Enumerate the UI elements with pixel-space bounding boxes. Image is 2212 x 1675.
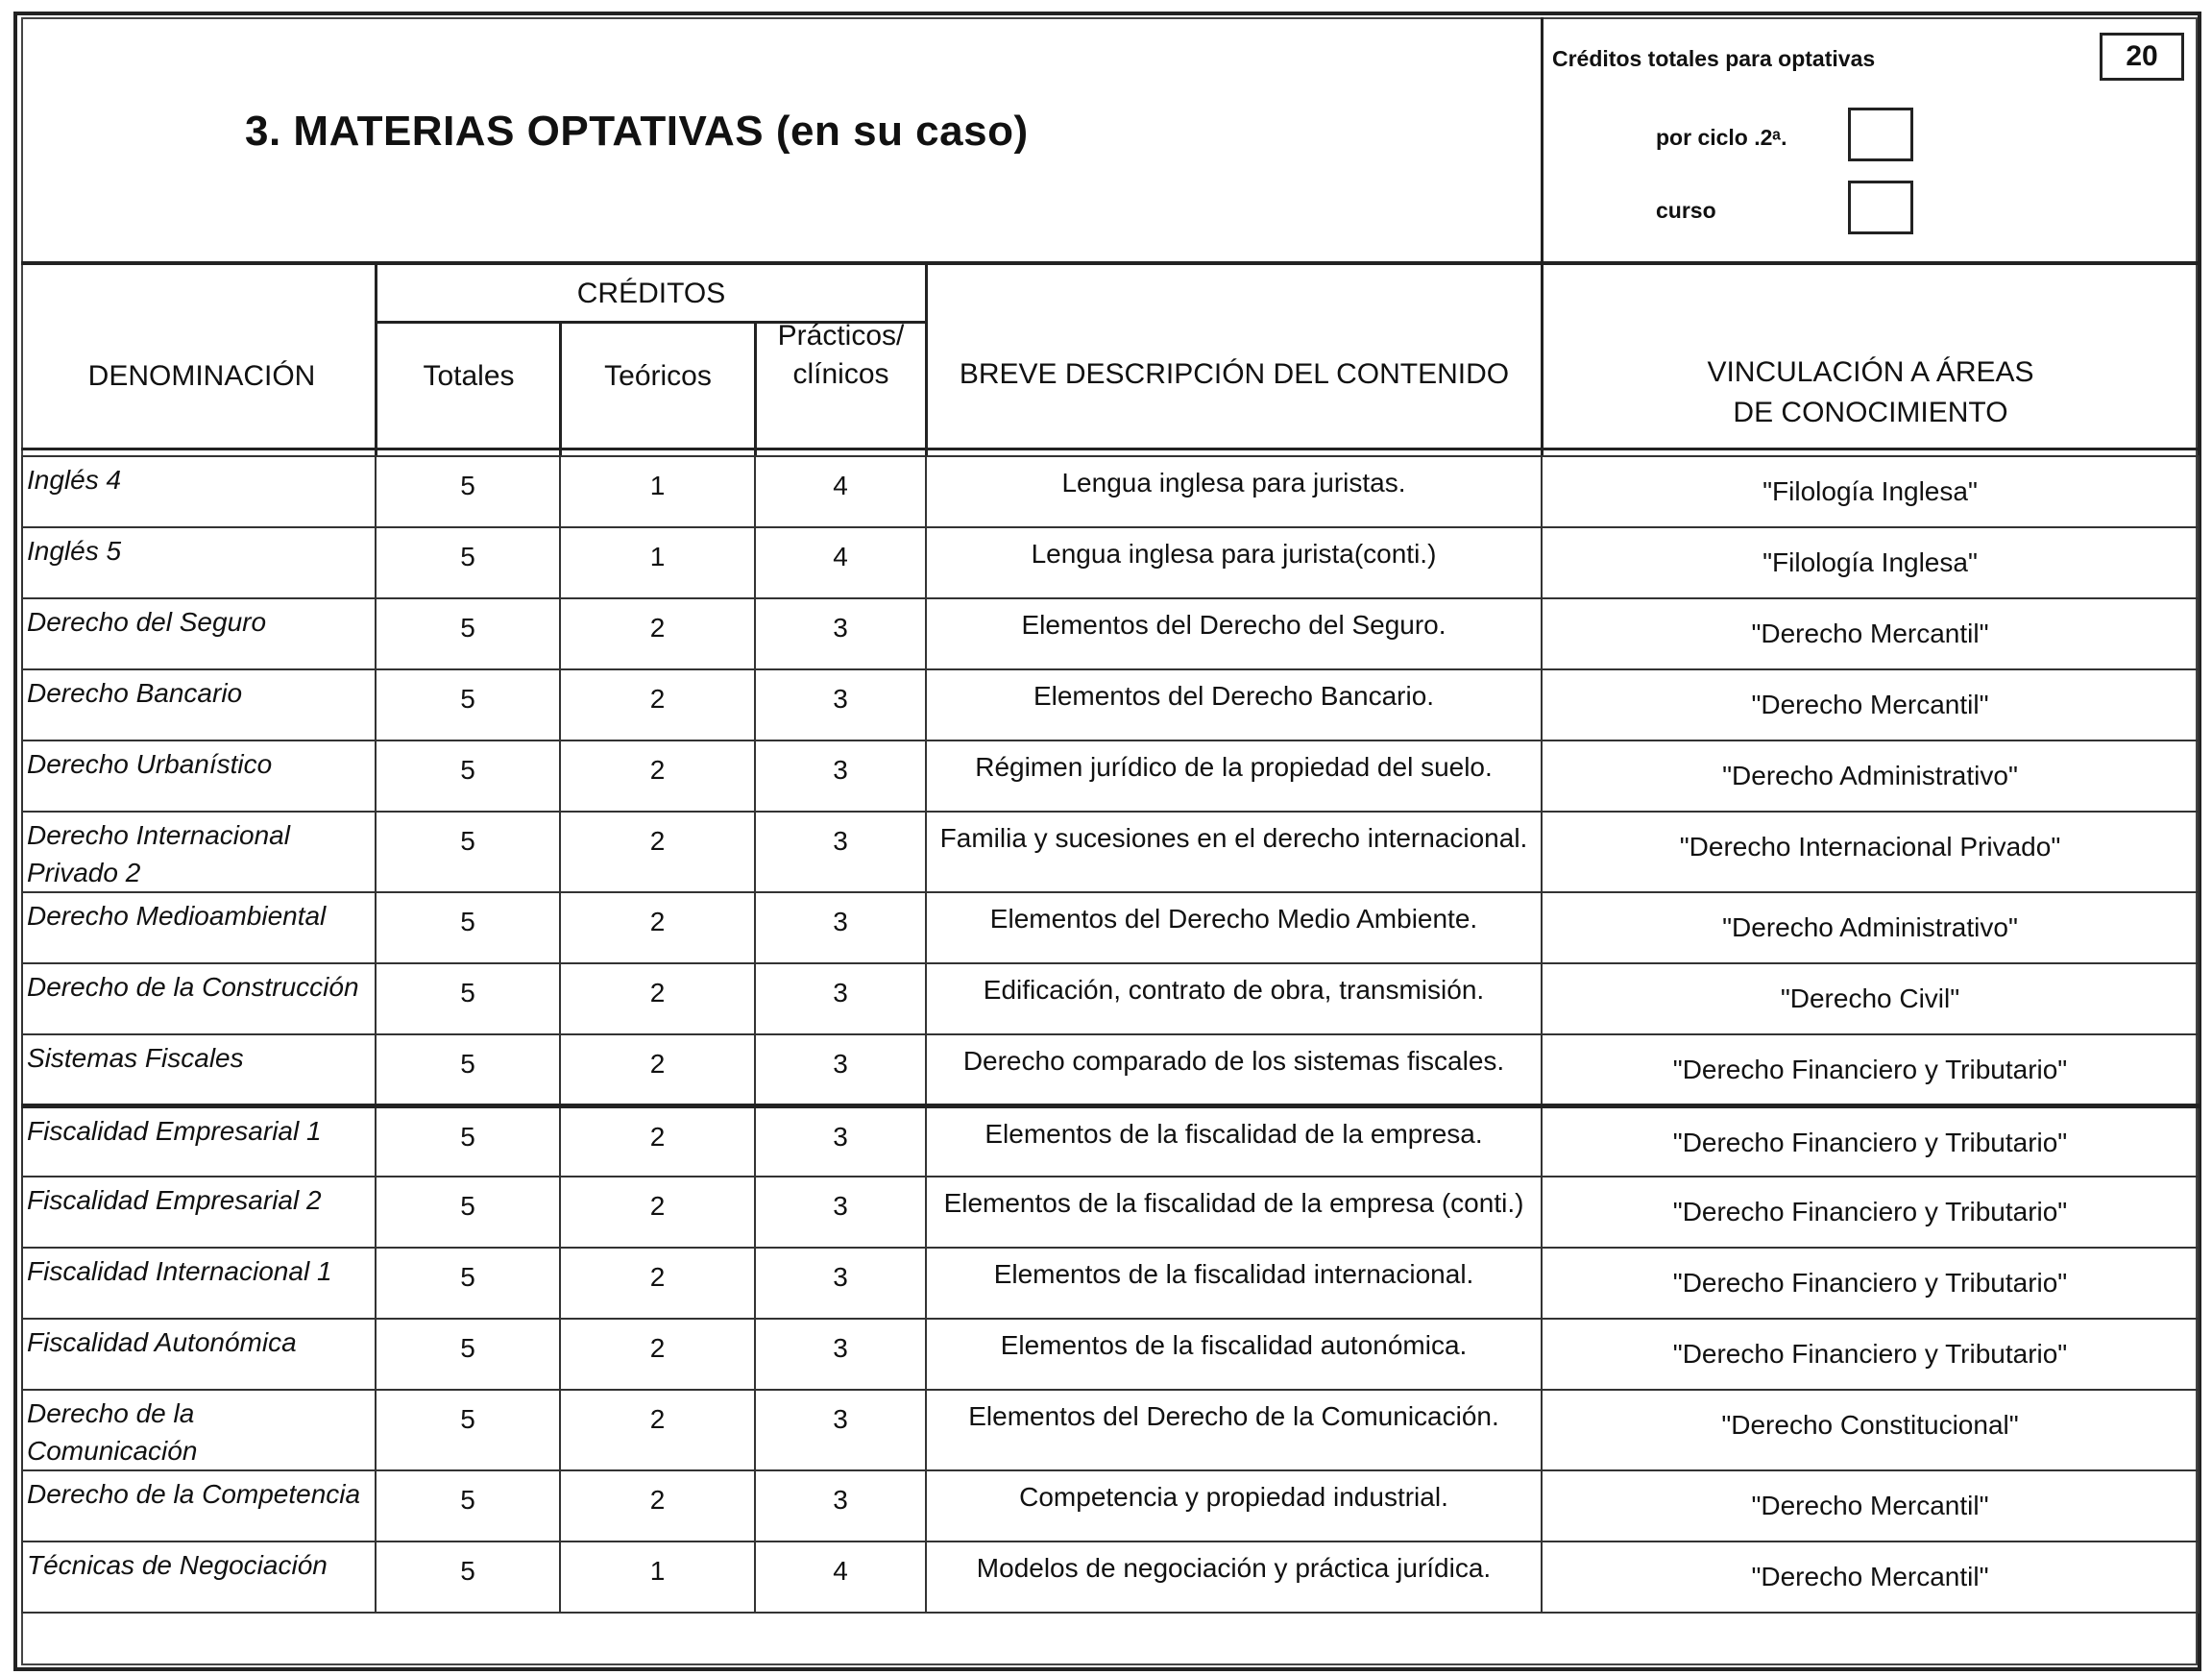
description: Edificación, contrato de obra, transmisión.	[926, 963, 1542, 1034]
creditos-totales: 5	[376, 963, 560, 1034]
area-conocimiento: "Filología Inglesa"	[1542, 527, 2199, 598]
creditos-teoricos: 2	[560, 740, 755, 812]
creditos-practicos: 3	[755, 669, 926, 740]
area-conocimiento: "Derecho Mercantil"	[1542, 669, 2199, 740]
creditos-practicos: 4	[755, 456, 926, 527]
description: Elementos del Derecho del Seguro.	[926, 598, 1542, 669]
area-conocimiento: "Derecho Mercantil"	[1542, 598, 2199, 669]
practicos-header-line2: clínicos	[792, 358, 889, 390]
creditos-teoricos: 2	[560, 669, 755, 740]
area-conocimiento: "Derecho Civil"	[1542, 963, 2199, 1034]
creditos-teoricos: 1	[560, 1541, 755, 1613]
creditos-totales: 5	[376, 1034, 560, 1105]
creditos-teoricos: 2	[560, 1105, 755, 1177]
creditos-teoricos: 2	[560, 812, 755, 892]
creditos-totales: 5	[376, 1105, 560, 1177]
creditos-totales: 5	[376, 598, 560, 669]
creditos-practicos: 3	[755, 1105, 926, 1177]
creditos-practicos: 3	[755, 1470, 926, 1541]
table-row	[22, 1541, 2199, 1613]
area-conocimiento: "Derecho Administrativo"	[1542, 740, 2199, 812]
subject-name: Derecho de la Competencia	[22, 1470, 376, 1541]
description: Derecho comparado de los sistemas fiscales.	[926, 1034, 1542, 1105]
creditos-totales: 5	[376, 1319, 560, 1390]
description: Elementos del Derecho Bancario.	[926, 669, 1542, 740]
area-conocimiento: "Derecho Administrativo"	[1542, 892, 2199, 963]
description: Elementos de la fiscalidad autonómica.	[926, 1319, 1542, 1390]
area-conocimiento: "Derecho Constitucional"	[1542, 1390, 2199, 1470]
creditos-practicos: 3	[755, 1248, 926, 1319]
creditos-totales: 5	[376, 456, 560, 527]
curso-box	[1848, 181, 1913, 234]
subject-name: Derecho Bancario	[22, 669, 376, 740]
table-row	[22, 1319, 2199, 1390]
creditos-teoricos: 2	[560, 598, 755, 669]
table-row	[22, 456, 2199, 527]
table-row	[22, 669, 2199, 740]
denominacion-header: DENOMINACIÓN	[87, 360, 316, 392]
creditos-totales: 5	[376, 1248, 560, 1319]
table-row	[22, 892, 2199, 963]
creditos-totales: 5	[376, 527, 560, 598]
subject-name: Sistemas Fiscales	[22, 1034, 376, 1105]
creditos-group-header: CRÉDITOS	[576, 278, 726, 309]
creditos-teoricos: 2	[560, 1390, 755, 1470]
subject-name: Derecho del Seguro	[22, 598, 376, 669]
creditos-totales: 5	[376, 1390, 560, 1470]
creditos-practicos: 3	[755, 963, 926, 1034]
table-row	[22, 598, 2199, 669]
area-conocimiento: "Derecho Financiero y Tributario"	[1542, 1248, 2199, 1319]
subject-name: Derecho de la Construcción	[22, 963, 376, 1034]
area-conocimiento: "Derecho Mercantil"	[1542, 1541, 2199, 1613]
area-conocimiento: "Derecho Financiero y Tributario"	[1542, 1034, 2199, 1105]
subject-name: Derecho de la Comunicación	[22, 1390, 376, 1470]
subject-name: Inglés 4	[22, 456, 376, 527]
creditos-teoricos: 2	[560, 892, 755, 963]
creditos-practicos: 3	[755, 740, 926, 812]
table-row	[22, 1470, 2199, 1541]
por-ciclo-label: por ciclo .2ᵃ.	[1656, 125, 1787, 150]
table-row	[22, 1105, 2199, 1177]
description: Elementos de la fiscalidad internacional.	[926, 1248, 1542, 1319]
creditos-totales: 5	[376, 812, 560, 892]
area-conocimiento: "Derecho Financiero y Tributario"	[1542, 1177, 2199, 1248]
subject-name: Inglés 5	[22, 527, 376, 598]
vinculacion-header-line2: DE CONOCIMIENTO	[1733, 397, 2008, 428]
creditos-practicos: 3	[755, 1034, 926, 1105]
curso-label: curso	[1656, 198, 1716, 223]
creditos-teoricos: 1	[560, 527, 755, 598]
creditos-totales: 5	[376, 1177, 560, 1248]
header-bottom-line	[21, 448, 2198, 450]
subject-name: Fiscalidad Internacional 1	[22, 1248, 376, 1319]
creditos-practicos: 4	[755, 527, 926, 598]
area-conocimiento: "Derecho Mercantil"	[1542, 1470, 2199, 1541]
subject-name: Fiscalidad Autonómica	[22, 1319, 376, 1390]
table-row	[22, 1248, 2199, 1319]
creditos-teoricos: 2	[560, 1319, 755, 1390]
description: Modelos de negociación y práctica jurídica.	[926, 1541, 1542, 1613]
creditos-practicos: 3	[755, 598, 926, 669]
descripcion-header: BREVE DESCRIPCIÓN DEL CONTENIDO	[959, 358, 1510, 390]
teoricos-header: Teóricos	[604, 360, 712, 392]
subject-name: Fiscalidad Empresarial 1	[22, 1105, 376, 1177]
subject-name: Fiscalidad Empresarial 2	[22, 1177, 376, 1248]
area-conocimiento: "Derecho Financiero y Tributario"	[1542, 1319, 2199, 1390]
creditos-totales: 5	[376, 669, 560, 740]
creditos-practicos: 3	[755, 812, 926, 892]
area-conocimiento: "Derecho Financiero y Tributario"	[1542, 1105, 2199, 1177]
creditos-practicos: 3	[755, 1177, 926, 1248]
materias-table	[21, 455, 2200, 1614]
creditos-totales: 5	[376, 740, 560, 812]
creditos-practicos: 3	[755, 1319, 926, 1390]
subject-name: Derecho Medioambiental	[22, 892, 376, 963]
creditos-totales: 5	[376, 892, 560, 963]
vinculacion-header-line1: VINCULACIÓN A ÁREAS	[1707, 356, 2034, 388]
creditos-practicos: 3	[755, 892, 926, 963]
creditos-practicos: 3	[755, 1390, 926, 1470]
practicos-header-line1: Prácticos/	[777, 320, 905, 352]
table-row	[22, 963, 2199, 1034]
area-conocimiento: "Filología Inglesa"	[1542, 456, 2199, 527]
description: Elementos de la fiscalidad de la empresa (conti.)	[926, 1177, 1542, 1248]
table-row	[22, 1177, 2199, 1248]
table-row	[22, 812, 2199, 892]
table-row	[22, 740, 2199, 812]
creditos-teoricos: 2	[560, 1034, 755, 1105]
description: Lengua inglesa para juristas.	[926, 456, 1542, 527]
creditos-teoricos: 2	[560, 1248, 755, 1319]
totales-header: Totales	[423, 360, 515, 392]
description: Régimen jurídico de la propiedad del suelo.	[926, 740, 1542, 812]
creditos-teoricos: 2	[560, 1470, 755, 1541]
subject-name: Técnicas de Negociación	[22, 1541, 376, 1613]
creditos-totales-label: Créditos totales para optativas	[1552, 46, 1876, 71]
description: Lengua inglesa para jurista(conti.)	[926, 527, 1542, 598]
creditos-totales: 5	[376, 1470, 560, 1541]
description: Familia y sucesiones en el derecho internacional.	[926, 812, 1542, 892]
creditos-totales-box: 20	[2100, 33, 2184, 81]
creditos-totales: 5	[376, 1541, 560, 1613]
creditos-practicos: 4	[755, 1541, 926, 1613]
creditos-teoricos: 2	[560, 1177, 755, 1248]
table-row	[22, 1390, 2199, 1470]
description: Elementos del Derecho Medio Ambiente.	[926, 892, 1542, 963]
subject-name: Derecho Urbanístico	[22, 740, 376, 812]
table-row	[22, 527, 2199, 598]
subject-name: Derecho Internacional Privado 2	[22, 812, 376, 892]
creditos-teoricos: 1	[560, 456, 755, 527]
table-row	[22, 1034, 2199, 1105]
description: Elementos de la fiscalidad de la empresa.	[926, 1105, 1542, 1177]
por-ciclo-box	[1848, 108, 1913, 161]
creditos-teoricos: 2	[560, 963, 755, 1034]
page-title: 3. MATERIAS OPTATIVAS (en su caso)	[245, 108, 1029, 155]
description: Elementos del Derecho de la Comunicación.	[926, 1390, 1542, 1470]
description: Competencia y propiedad industrial.	[926, 1470, 1542, 1541]
area-conocimiento: "Derecho Internacional Privado"	[1542, 812, 2199, 892]
